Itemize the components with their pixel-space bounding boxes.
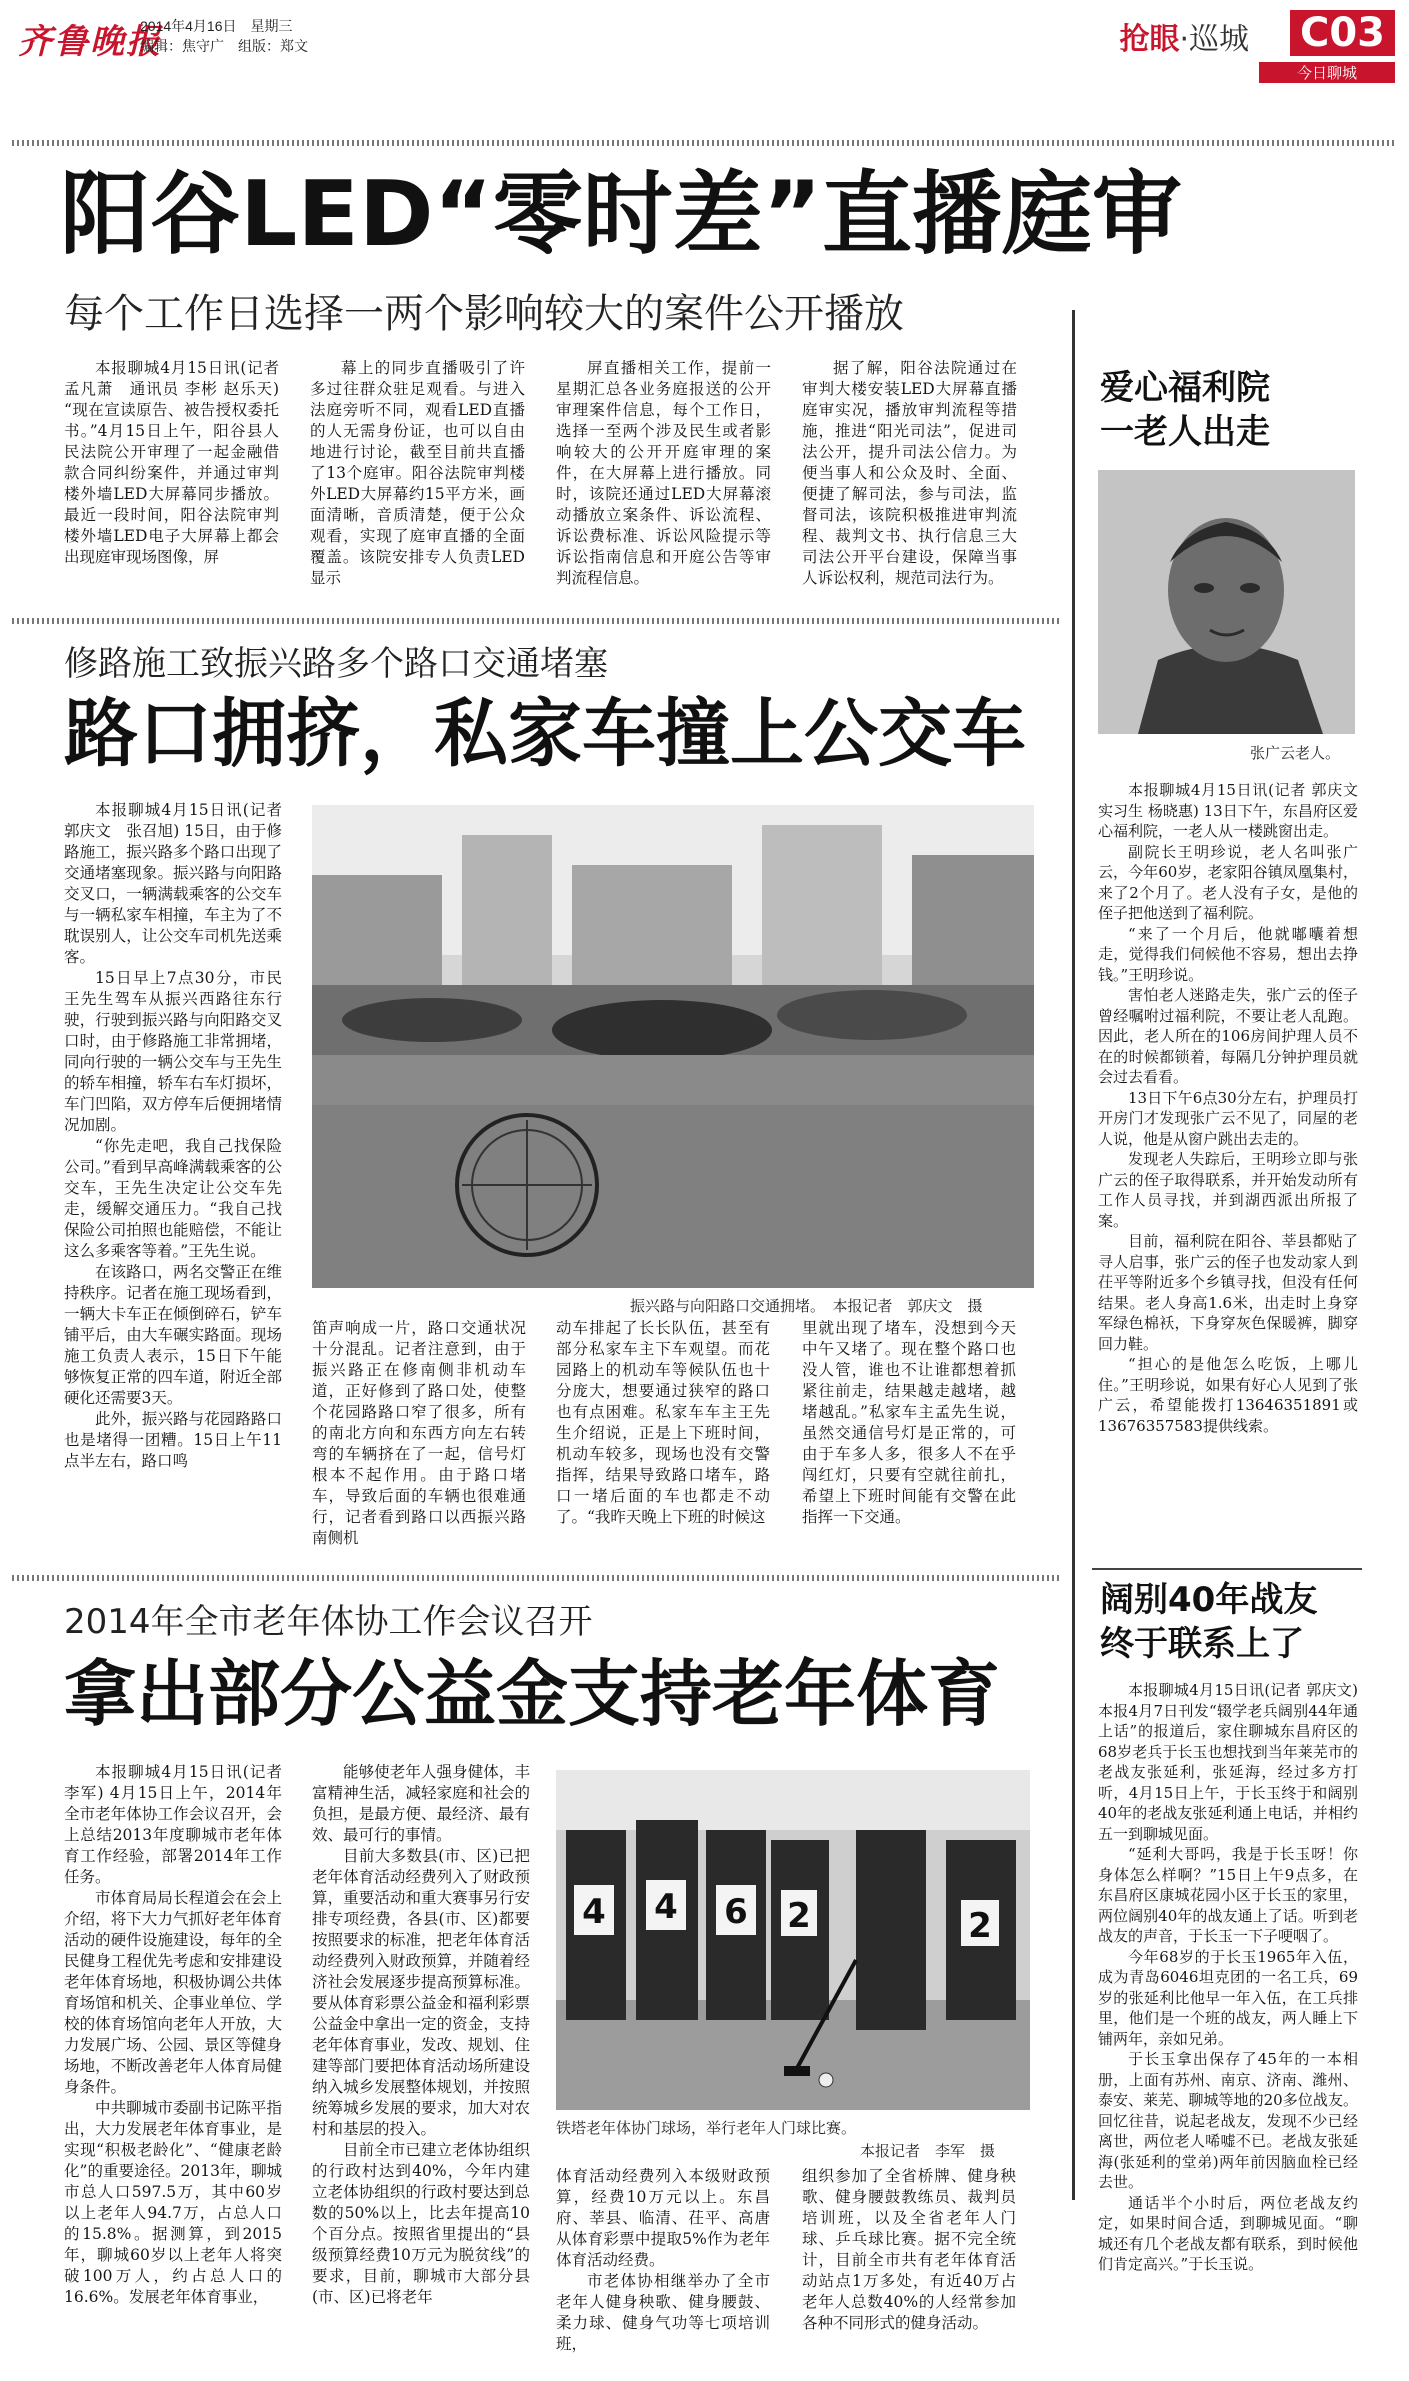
story3-divider bbox=[12, 1575, 1059, 1581]
story1-subtitle: 每个工作日选择一两个影响较大的案件公开播放 bbox=[64, 291, 904, 337]
story1-col-1: 本报聊城4月15日讯(记者 孟凡萧 通讯员 李彬 赵乐天) “现在宣读原告、被告授权委托书。”4月15日上午，阳谷县人民法院公开审理了一起金融借款合同纠纷案件，并通过审判楼外墙LED大屏幕同步播放。最近一段时间，阳谷法院审判楼外墙LED电子大屏幕上都会出现庭审现场图像，屏 bbox=[64, 359, 279, 566]
story2-title: 路口拥挤，私家车撞上公交车 bbox=[64, 691, 1026, 777]
story1-col-4: 据了解，阳谷法院通过在审判大楼安装LED大屏幕直播庭审实况，播放审判流程等措施，推进“阳光司法”，促进司法公开，提升司法公信力。为便当事人和公众及时、全面、便捷了解司法，参与司法，监督司法，该院积极推进审判流程、裁判文书、执行信息三大司法公开平台建设，保障当事人诉讼权利，规范司法行为。 bbox=[802, 359, 1017, 587]
story3-photo bbox=[556, 1770, 1030, 2110]
page-band: 今日聊城 bbox=[1259, 62, 1395, 83]
story2-kicker: 修路施工致振兴路多个路口交通堵塞 bbox=[64, 644, 608, 684]
story2-col-2: 笛声响成一片，路口交通状况十分混乱。记者注意到，由于振兴路正在修南侧非机动车道，正好修到了路口处，使整个花园路路口窄了很多，所有的南北方向和东西方向左右转弯的车辆挤在了一起，信号灯根本不起作用。由于路口堵车，导致后面的车辆也很难通行，记者看到路口以西振兴路南侧机 bbox=[312, 1319, 526, 1547]
story1-col-2: 幕上的同步直播吸引了许多过往群众驻足观看。与进入法庭旁听不同，观看LED直播的人无需身份证，也可以自由地进行讨论，截至目前共直播了13个庭审。阳谷法院审判楼外LED大屏幕约15平方米，画面清晰，音质清楚，便于公众观看，实现了庭审直播的全面覆盖。该院安排专人负责LED显示 bbox=[310, 359, 525, 587]
gateball-game-photo bbox=[556, 1770, 1030, 2110]
section-sep: · bbox=[1179, 22, 1189, 57]
bib-number: 4 bbox=[582, 1892, 606, 1932]
bib-number: 2 bbox=[787, 1896, 811, 1936]
page-number: C03 bbox=[1290, 10, 1395, 56]
side1-photo-caption: 张广云老人。 bbox=[1250, 744, 1341, 762]
story3-kicker: 2014年全市老年体协工作会议召开 bbox=[64, 1602, 593, 1642]
side2-title: 阔别40年战友 终于联系上了 bbox=[1100, 1580, 1318, 1664]
issue-meta bbox=[140, 16, 308, 56]
story3-col-3: 体育活动经费列入本级财政预算，经费10万元以上。东昌府、莘县、临清、茌平、高唐从体育彩票中提取5%作为老年体育活动经费。 市老体协相继举办了全市老年人健身秧歌、健身腰鼓、柔力球、健身气功等七项培训班， bbox=[556, 2167, 770, 2353]
story3-col-1: 本报聊城4月15日讯(记者 李军) 4月15日上午，2014年全市老年体协工作会议召开，会上总结2013年度聊城市老年体育工作经验，部署2014年工作任务。 市体育局局长程道会在会上介绍，将下大力气抓好老年体育活动的硬件设施建设，每年的全民健身工程优先考虑和安排建设老年体育场地，积极协调公共体育场馆和机关、企事业单位、学校的体育场馆向老年人开放，大力发展广场、公园、景区等健身场地，不断改善老年人体育局健身条件。 中共聊城市委副书记陈平指出，大力发展老年体育事业，是实现“积极老龄化”、“健康老龄化”的重要途径。2013年，聊城市总人口597.5万，其中60岁以上老年人94.7万，占总人口的15.8%。据测算，到2015年，聊城60岁以上老年人将突破100万人，约占总人口的16.6%。发展老年体育事业， bbox=[64, 1763, 282, 2306]
side1-title: 爱心福利院 一老人出走 bbox=[1100, 368, 1270, 452]
story2-col-3: 动车排起了长长队伍，甚至有部分私家车主下车观望。而花园路上的机动车等候队伍也十分庞大，想要通过狭窄的路口也有点困难。私家车车主王先生介绍说，正是上下班时间，机动车较多，现场也没有交警指挥，结果导致路口堵车，路口一堵后面的车也都走不动了。“我昨天晚上下班的时候这 bbox=[556, 1319, 770, 1526]
bib-number: 4 bbox=[654, 1887, 678, 1927]
section-sub: 巡城 bbox=[1189, 22, 1249, 57]
bib-number: 2 bbox=[968, 1906, 992, 1946]
sidebar-divider bbox=[1072, 310, 1075, 2200]
story2-photo bbox=[312, 805, 1034, 1288]
story2-col-1: 本报聊城4月15日讯(记者 郭庆文 张召旭) 15日，由于修路施工，振兴路多个路口出现了交通堵塞现象。振兴路与向阳路交叉口，一辆满载乘客的公交车与一辆私家车相撞，车主为了不耽误别人，让公交车司机先送乘客。 15日早上7点30分，市民王先生驾车从振兴西路往东行驶，行驶到振兴路与向阳路交叉口时，由于修路施工非常拥堵，同向行驶的一辆公交车与王先生的轿车相撞，轿车右车灯损坏，车门凹陷，双方停车后便拥堵情况加剧。 “你先走吧，我自己找保险公司。”看到早高峰满载乘客的公交车，王先生决定让公交车先走，缓解交通压力。“我自己找保险公司拍照也能赔偿，不能让这么多乘客等着。”王先生说。 在该路口，两名交警正在维持秩序。记者在施工现场看到，一辆大卡车正在倾倒碎石，铲车铺平后，由大车碾实路面。现场施工负责人表示，15日下午能够恢复正常的四车道，附近全部硬化还需要3天。 此外，振兴路与花园路路口 也是堵得一团糟。15日上午11点半左右，路口鸣 bbox=[64, 801, 298, 1470]
section-main: 抢眼 bbox=[1119, 22, 1180, 57]
header-divider bbox=[12, 140, 1397, 146]
story3-photo-credit: 本报记者 李军 摄 bbox=[860, 2142, 996, 2160]
elderly-man-portrait bbox=[1098, 470, 1355, 734]
bib-number: 6 bbox=[724, 1892, 748, 1932]
side2-divider bbox=[1092, 1568, 1362, 1570]
editor-line: 编辑：焦守广 组版：郑文 bbox=[140, 38, 308, 54]
section-title bbox=[1119, 14, 1249, 58]
newspaper-logo: 齐鲁晚报 bbox=[18, 22, 162, 62]
story2-col-4: 里就出现了堵车，没想到今天中午又堵了。现在整个路口也没人管，谁也不让谁都想着抓紧往前走，结果越走越堵，越堵越乱。”私家车主孟先生说，虽然交通信号灯是正常的，可由于车多人多，很多人不在乎闯红灯，只要有空就往前扎，希望上下班时间能有交警在此指挥一下交通。 bbox=[802, 1319, 1016, 1526]
story3-col-4: 组织参加了全省桥牌、健身秧歌、健身腰鼓教练员、裁判员培训班，以及全省老年人门球、乒乓球比赛。据不完全统计，目前全市共有老年体育活动站点1万多处，有近40万占老年人总数40%的人经常参加各种不同形式的健身活动。 bbox=[802, 2167, 1016, 2332]
story2-divider bbox=[12, 618, 1059, 624]
story3-photo-caption: 铁塔老年体协门球场，举行老年人门球比赛。 bbox=[556, 2119, 857, 2137]
story2-photo-caption: 振兴路与向阳路口交通拥堵。 本报记者 郭庆文 摄 bbox=[630, 1297, 983, 1315]
story3-title: 拿出部分公益金支持老年体育 bbox=[64, 1652, 1001, 1736]
traffic-jam-photo bbox=[312, 805, 1034, 1288]
story1-title: 阳谷LED“零时差”直播庭审 bbox=[60, 162, 1182, 267]
story3-col-2: 能够使老年人强身健体，丰富精神生活，减轻家庭和社会的负担，是最方便、最经济、最有效、最可行的事情。 目前大多数县(市、区)已把老年体育活动经费列入了财政预算，重要活动和重大赛事另行安排专项经费，各县(市、区)都要按照要求的标准，把老年体育活动经费列入财政预算，并随着经济社会发展逐步提高预算标准。要从体育彩票公益金和福利彩票公益金中拿出一定的资金，支持老年体育事业，发改、规划、住建等部门要把体育活动场所建设纳入城乡发展整体规划，并按照统筹城乡发展的要求，加大对农村和基层的投入。 目前全市已建立老体协组织的行政村达到40%，今年内建立老体协组织的行政村要达到总数的50%以上，比去年提高10个百分点。按照省里提出的“县级预算经费10万元为脱贫线”的要求，目前，聊城市大部分县(市、区)已将老年 bbox=[312, 1763, 530, 2306]
side1-body: 本报聊城4月15日讯(记者 郭庆文 实习生 杨晓惠) 13日下午，东昌府区爱心福利院，一老人从一楼跳窗出走。 副院长王明珍说，老人名叫张广云，今年60岁，老家阳谷镇凤凰集村，来了2个月了。老人没有子女，是他的侄子把他送到了福利院。 “来了一个月后，他就嘟囔着想走，觉得我们伺候他不容易，想出去挣钱。”王明珍说。 害怕老人迷路走失，张广云的侄子曾经嘱咐过福利院，不要让老人乱跑。因此，老人所在的106房间护理人员不在的时候都锁着，每隔几分钟护理员就会过去看看。 13日下午6点30分左右，护理员打开房门才发现张广云不见了，同屋的老人说，他是从窗户跳出去走的。 发现老人失踪后，王明珍立即与张广云的侄子取得联系，并开始发动所有工作人员寻找，并到湖西派出所报了案。 目前，福利院在阳谷、莘县都贴了寻人启事，张广云的侄子也发动家人到茌平等附近多个乡镇寻找，但没有任何结果。老人身高1.6米，出走时上身穿军绿色棉袄，下身穿灰色保暖裤，脚穿回力鞋。 “担心的是他怎么吃饭，上哪儿住。”王明珍说，如果有好心人见到了张广云，希望能拨打13646351891或13676357583提供线索。 bbox=[1098, 781, 1374, 1435]
issue-date: 2014年4月16日 星期三 bbox=[140, 18, 293, 34]
story1-col-3: 屏直播相关工作，提前一星期汇总各业务庭报送的公开审理案件信息，每个工作日，选择一至两个涉及民生或者影响较大的公开开庭审理的案件，在大屏幕上进行播放。同时，该院还通过LED大屏幕滚动播放立案条件、诉讼流程、诉讼费标准、诉讼风险提示等诉讼指南信息和开庭公告等审判流程信息。 bbox=[556, 359, 771, 587]
side1-photo bbox=[1098, 470, 1355, 734]
side2-body: 本报聊城4月15日讯(记者 郭庆文) 本报4月7日刊发“辍学老兵阔别44年通上话”的报道后，家住聊城东昌府区的68岁老兵于长玉也想找到当年莱芜市的老战友张延利，张延海，经过多方打听，4月15日上午，于长玉终于和阔别40年的老战友张延利通上电话，并相约五一到聊城见面。 “延利大哥吗，我是于长玉呀！你身体怎么样啊？”15日上午9点多，在东昌府区康城花园小区于长玉的家里，两位阔别40年的战友通上了话。听到老战友的声音，于长玉一下子哽咽了。 今年68岁的于长玉1965年入伍，成为青岛6046坦克团的一名工兵，69岁的张延利比他早一年入伍，在工兵排里，他们是一个班的战友，两人睡上下铺两年，亲如兄弟。 于长玉拿出保存了45年的一本相册，上面有苏州、南京、济南、潍州、泰安、莱芜、聊城等地的20多位战友。回忆往昔，说起老战友，发现不少已经离世，两位老人唏嘘不已。老战友张延海(张延利的堂弟)两年前因脑血栓已经去世。 通话半个小时后，两位老战友约定，如果时间合适，到聊城见面。“聊城还有几个老战友都有联系，到时候他们肯定高兴。”于长玉说。 bbox=[1098, 1681, 1358, 2273]
